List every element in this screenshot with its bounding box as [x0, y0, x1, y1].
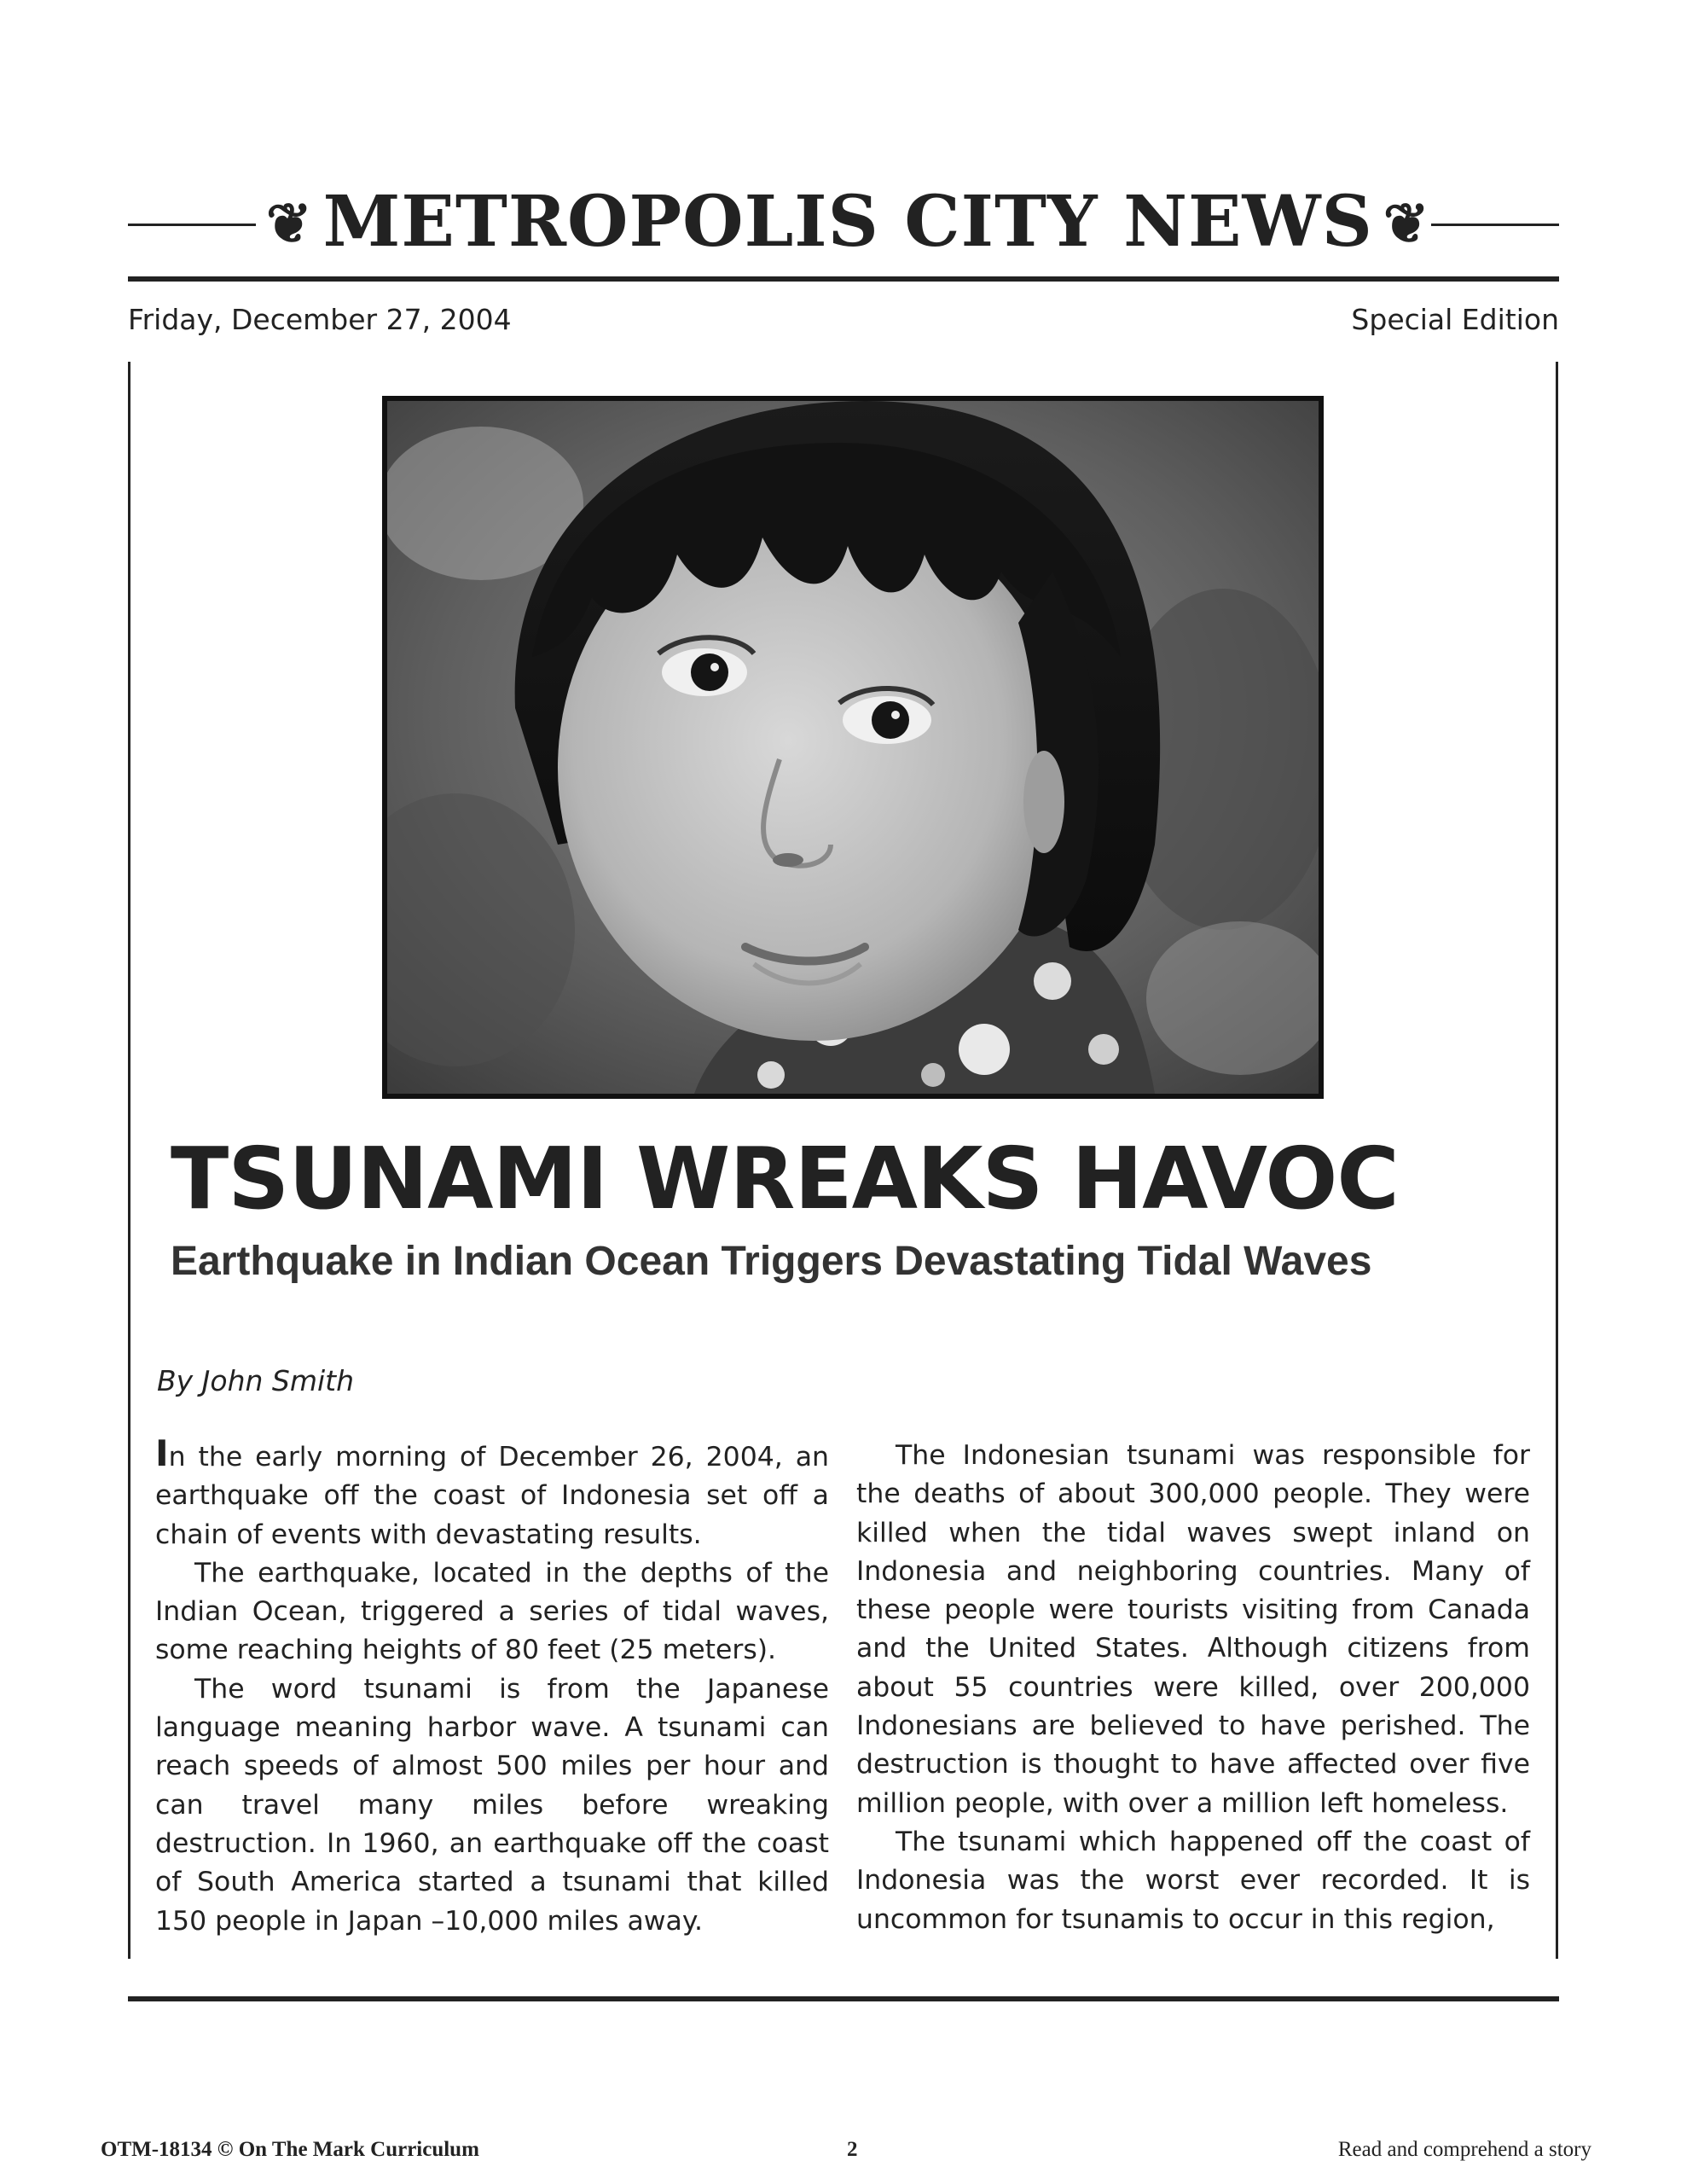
paragraph-text: n the early morning of December 26, 2004, an earthquake off the coast of Indonesia set off a chain of events with devastating results. — [155, 1442, 829, 1550]
child-portrait-photo — [382, 396, 1324, 1099]
ornament-right-icon: ❦ — [1383, 192, 1430, 256]
edition-label: Special Edition — [1351, 303, 1559, 336]
bottom-rule — [128, 1996, 1559, 2001]
article-column-right — [856, 1437, 1530, 1939]
article-column-left — [155, 1432, 829, 1941]
frame-line-left — [128, 362, 130, 1959]
masthead-underline — [128, 276, 1559, 282]
footer-task-label: Read and comprehend a story — [1337, 2138, 1591, 2161]
frame-line-right — [1556, 362, 1558, 1959]
drop-cap: I — [155, 1432, 169, 1474]
footer-copyright: OTM-18134 © On The Mark Curriculum — [101, 2138, 479, 2161]
masthead-title — [256, 179, 1431, 267]
child-portrait-icon — [387, 401, 1319, 1094]
issue-date: Friday, December 27, 2004 — [128, 303, 512, 336]
masthead — [128, 171, 1559, 264]
masthead-rule-left — [128, 224, 256, 226]
byline: By John Smith — [157, 1364, 355, 1397]
paragraph — [155, 1432, 829, 1554]
paragraph: The earthquake, located in the depths of the Indian Ocean, triggered a series of tidal waves, some reaching heights of 80 feet (25 meters). — [155, 1557, 829, 1666]
masthead-rule-right — [1431, 224, 1559, 226]
page-footer — [101, 2133, 1591, 2167]
paragraph: The word tsunami is from the Japanese language meaning harbor wave. A tsunami can reach speeds of almost 500 miles per hour and can travel many miles before wreaking destruction. In 1960, an earthquake off the coast of South America started a tsunami that killed 150 people in Japan –10,000 miles away. — [155, 1673, 829, 1937]
dateline — [128, 299, 1559, 341]
headline: TSUNAMI WREAKS HAVOC — [171, 1129, 1399, 1228]
paragraph: The Indonesian tsunami was responsible for the deaths of about 300,000 people. They were killed when the tidal waves swept inland on Indonesia and neighboring countries. Many of these people were tourists visiting from Canada and the United States. Although citizens from about 55 countries were killed, over 200,000 Indonesians are believed to have perished. The destruction is thought to have affected over five million people, with over a million left homeless. — [856, 1440, 1530, 1819]
ornament-left-icon: ❦ — [266, 192, 313, 256]
subheadline: Earthquake in Indian Ocean Triggers Devastating Tidal Waves — [171, 1239, 1372, 1284]
paragraph: The tsunami which happened off the coast of Indonesia was the worst ever recorded. It is uncommon for tsunamis to occur in this region, — [856, 1826, 1530, 1935]
page-number: 2 — [847, 2138, 858, 2161]
newspaper-name: METROPOLIS CITY NEWS — [322, 181, 1373, 263]
